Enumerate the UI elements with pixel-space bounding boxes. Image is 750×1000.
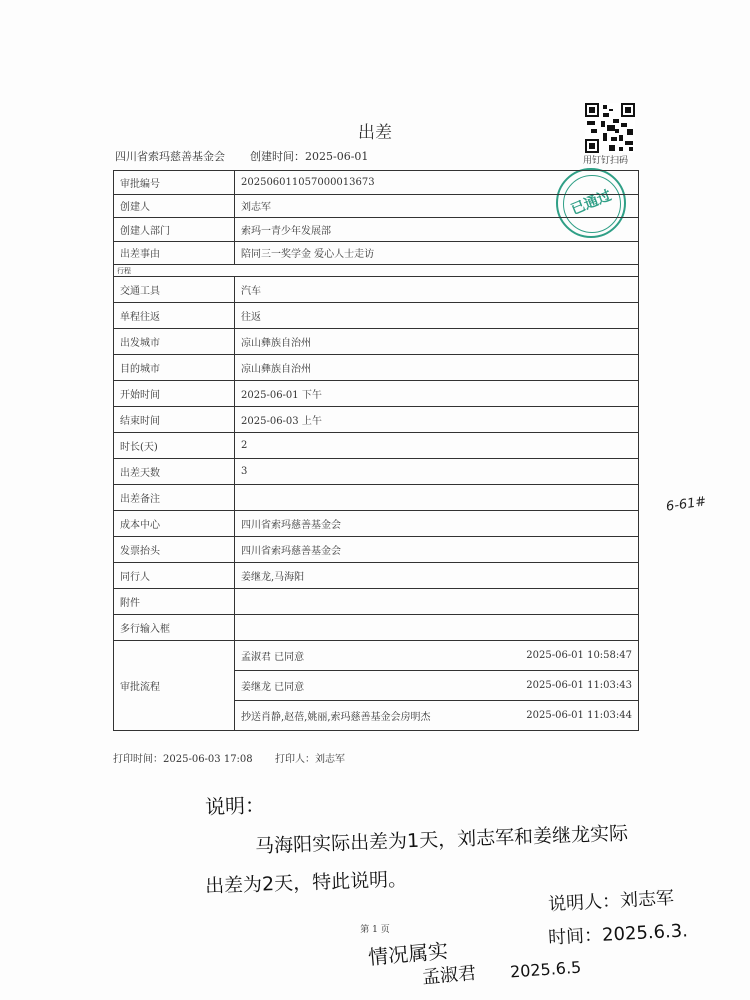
row-label: 结束时间 [114,407,235,433]
section-row [114,265,639,277]
row-label: 单程往返 [114,303,235,329]
row-label: 出差事由 [114,241,235,265]
row-value: 2025-06-03 上午 [235,407,639,433]
approval-step [235,671,638,701]
row-label: 同行人 [114,563,235,589]
approval-step-time: 2025-06-01 11:03:44 [526,710,632,721]
handwritten-signature: 孟淑君 [421,962,477,989]
row-value: 四川省索玛慈善基金会 [235,511,639,537]
row-label: 出发城市 [114,329,235,355]
form-row [114,218,639,242]
row-value: 陪同三一奖学金 爱心人士走访 [235,241,639,265]
printer: 打印人：刘志军 [275,754,345,765]
row-label: 交通工具 [114,277,235,303]
handwritten-heading: 说明： [204,792,266,820]
form-row [114,485,639,511]
handwritten-line-2: 出差为2天，特此说明。 [204,868,408,898]
form-row [114,537,639,563]
form-row [114,589,639,615]
form-row [114,615,639,641]
approval-step-who: 抄送肖静,赵蓓,姚丽,索玛慈善基金会房明杰 [241,712,431,723]
approval-step-time: 2025-06-01 11:03:43 [526,680,632,691]
form-row [114,277,639,303]
form-row [114,303,639,329]
form-row [114,407,639,433]
handwritten-line-1: 马海阳实际出差为1天，刘志军和姜继龙实际 [254,822,629,858]
row-label: 开始时间 [114,381,235,407]
form-row [114,241,639,265]
form-row [114,329,639,355]
approval-step [235,701,638,730]
row-value: 刘志军 [235,194,639,218]
qr-code-icon [585,103,635,153]
created-time: 创建时间：2025-06-01 [250,150,369,163]
row-value: 2025-06-01 下午 [235,381,639,407]
form-row [114,563,639,589]
document-title: 出差 [358,123,392,143]
row-value: 姜继龙,马海阳 [235,563,639,589]
handwritten-time: 时间：2025.6.3. [547,920,689,949]
row-label: 创建人部门 [114,218,235,242]
section-label: 行程 [114,265,639,277]
row-value: 往返 [235,303,639,329]
row-value: 凉山彝族自治州 [235,329,639,355]
row-label: 目的城市 [114,355,235,381]
row-label: 创建人 [114,194,235,218]
form-row [114,194,639,218]
row-label: 成本中心 [114,511,235,537]
form-row [114,459,639,485]
row-value: 索玛一青少年发展部 [235,218,639,242]
form-row [114,355,639,381]
row-value: 3 [235,459,639,485]
row-value: 2 [235,433,639,459]
approval-step-who: 姜继龙 已同意 [241,682,305,693]
form-row [114,171,639,195]
handwritten-verification: 情况属实 [367,938,450,970]
organization-name: 四川省索玛慈善基金会 [115,150,225,163]
handwritten-explainer: 说明人：刘志军 [547,887,675,916]
approval-step [235,641,638,671]
row-value: 202506011057000013673 [235,171,639,195]
row-label: 审批编号 [114,171,235,195]
row-value: 凉山彝族自治州 [235,355,639,381]
row-value [235,589,639,615]
stamp-text: 已通过 [568,187,614,219]
row-label: 附件 [114,589,235,615]
row-label: 出差备注 [114,485,235,511]
row-value [235,615,639,641]
form-row [114,511,639,537]
row-value: 四川省索玛慈善基金会 [235,537,639,563]
approval-steps [235,641,639,731]
print-time: 打印时间：2025-06-03 17:08 [113,754,253,765]
row-label: 出差天数 [114,459,235,485]
form-row [114,381,639,407]
handwritten-sign-date: 2025.6.5 [509,957,582,982]
qr-code-label: 用钉钉扫码 [583,156,629,166]
margin-note: 6-61# [665,494,708,515]
row-value: 汽车 [235,277,639,303]
trip-form-table [113,170,639,731]
row-label: 发票抬头 [114,537,235,563]
row-label: 时长(天) [114,433,235,459]
approval-step-time: 2025-06-01 10:58:47 [526,650,632,661]
approval-label: 审批流程 [114,641,235,731]
form-row [114,433,639,459]
page-number: 第 1 页 [360,925,390,935]
approval-row [114,641,639,731]
row-value [235,485,639,511]
approval-step-who: 孟淑君 已同意 [241,652,305,663]
row-label: 多行输入框 [114,615,235,641]
